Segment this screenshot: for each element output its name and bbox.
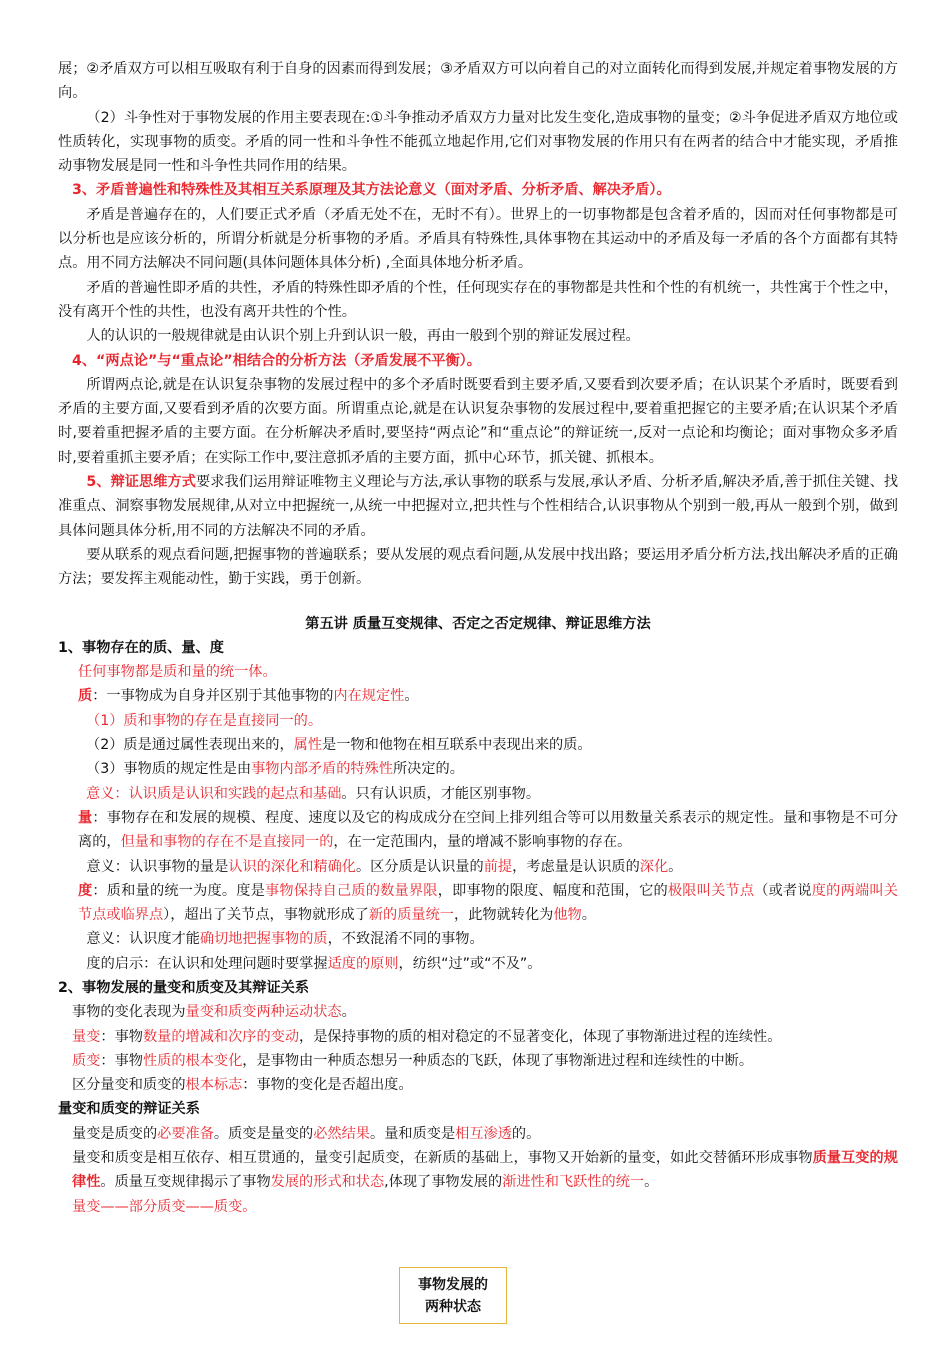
callout-line: 事物发展的: [418, 1276, 488, 1293]
line: （2）质是通过属性表现出来的，属性是一物和他物在相互联系中表现出来的质。: [86, 737, 592, 754]
paragraph: 展；②矛盾双方可以相互吸取有利于自身的因素而得到发展；③矛盾双方可以向着自己的对立面转化而得到发展,并规定着事物发展的方向。: [58, 61, 898, 102]
section-heading-3: 3、矛盾普遍性和特殊性及其相互关系原理及其方法论意义（面对矛盾、分析矛盾、解决矛盾）。: [72, 182, 671, 199]
line: 量变：事物数量的增减和次序的变动，是保持事物的质的相对稳定的不显著变化，体现了事物渐进过程的连续性。: [72, 1028, 782, 1045]
paragraph: 所谓两点论,就是在认识复杂事物的发展过程中的多个矛盾时既要看到主要矛盾,又要看到次要矛盾；在认识某个矛盾时，既要看到矛盾的主要方面,又要看到矛盾的次要方面。所谓重点论,就是在认识复杂事物的发展过程中,要着重把握它的主要矛盾;在认识某个矛盾时,要着重把握矛盾的主要方面。在分析解决矛盾时,要坚持“两点论”和“重点论”的辩证统一,反对一点论和均衡论；面对事物众多矛盾时,要着重抓主要矛盾；在实际工作中,要注意抓矛盾的主要方面，抓中心环节，抓关键、抓根本。: [58, 376, 898, 466]
line: 区分量变和质变的根本标志：事物的变化是否超出度。: [72, 1077, 413, 1094]
line: 度的启示：在认识和处理问题时要掌握适度的原则，纺织“过”或“不及”。: [86, 955, 542, 972]
paragraph: 矛盾的普遍性即矛盾的共性，矛盾的特殊性即矛盾的个性，任何现实存在的事物都是共性和个性的有机统一，共性寓于个性之中，没有离开个性的共性，也没有离开共性的个性。: [58, 279, 898, 320]
line: 量变是质变的必要准备。质变是量变的必然结果。量和质变是相互渗透的。: [72, 1125, 541, 1142]
lecture-title: 第五讲 质量互变规律、否定之否定规律、辩证思维方法: [305, 615, 651, 632]
line: 质变：事物性质的根本变化，是事物由一种质态想另一种质态的飞跃，体现了事物渐进过程和连续性的中断。: [72, 1052, 754, 1069]
line: 意义：认识度才能确切地把握事物的质，不致混淆不同的事物。: [86, 931, 484, 948]
line: 质：一事物成为自身并区别于其他事物的内在规定性。: [78, 688, 419, 705]
section-heading-4: 4、“两点论”与“重点论”相结合的分析方法（矛盾发展不平衡）。: [72, 352, 481, 369]
callout-box: [399, 1267, 507, 1324]
line: 意义：认识质是认识和实践的起点和基础。只有认识质，才能区别事物。: [86, 785, 541, 802]
paragraph: 5、辩证思维方式要求我们运用辩证唯物主义理论与方法,承认事物的联系与发展,承认矛盾、分析矛盾,解决矛盾,善于抓住关键、找准重点、洞察事物发展规律,从对立中把握统一,从统一中把握对立,把共性与个性相结合,认识事物从个别到一般,再从一般到个别，做到具体问题具体分析,用不同的方法解决不同的矛盾。: [58, 474, 899, 539]
paragraph: 矛盾是普遍存在的，人们要正式矛盾（矛盾无处不在，无时不有）。世界上的一切事物都是包含着矛盾的，因而对任何事物都是可以分析也是应该分析的，所谓分析就是分析事物的矛盾。矛盾具有特殊性,具体事物在其运动中的矛盾及每一矛盾的各个方面都有其特点。用不同方法解决不同问题(具体问题体具体分析) ,全面具体地分析矛盾。: [58, 206, 898, 272]
document-body: [58, 57, 898, 1219]
paragraph: 量变和质变是相互依存、相互贯通的，量变引起质变，在新质的基础上，事物又开始新的量变，如此交替循环形成事物质量互变的规律性。质量互变规律揭示了事物发展的形式和状态,体现了事物发展的渐进性和飞跃性的统一。: [72, 1150, 898, 1191]
callout-line: 两种状态: [425, 1298, 481, 1315]
line: （1）质和事物的存在是直接同一的。: [86, 712, 323, 729]
line: 度：质和量的统一为度。度是事物保持自己质的数量界限，即事物的限度、幅度和范围，它的极限叫关节点（或者说度的两端叫关节点或临界点），超出了关节点，事物就形成了新的质量统一，此物就转化为他物。: [78, 882, 898, 924]
line: 事物的变化表现为量变和质变两种运动状态。: [72, 1004, 356, 1021]
line: 量变——部分质变——质变。: [72, 1198, 257, 1215]
section-heading-5: 5、辩证思维方式: [86, 474, 197, 491]
paragraph: （2）斗争性对于事物发展的作用主要表现在:①斗争推动矛盾双方力量对比发生变化,造成事物的量变；②斗争促进矛盾双方地位或性质转化，实现事物的质变。矛盾的同一性和斗争性不能孤立地起作用,它们对事物发展的作用只有在两者的结合中才能实现，矛盾推动事物发展是同一性和斗争性共同作用的结果。: [58, 109, 898, 175]
paragraph: 人的认识的一般规律就是由认识个别上升到认识一般，再由一般到个别的辩证发展过程。: [86, 328, 640, 345]
line: 量：事物存在和发展的规模、程度、速度以及它的构成成分在空间上排列组合等可以用数量关系表示的规定性。量和事物是不可分离的，但量和事物的存在不是直接同一的，在一定范围内，量的增减不影响事物的存在。: [78, 809, 898, 851]
subsection-heading: 1、事物存在的质、量、度: [58, 639, 224, 656]
subsection-heading: 量变和质变的辩证关系: [58, 1101, 200, 1118]
subsection-heading: 2、事物发展的量变和质变及其辩证关系: [58, 979, 310, 996]
line: 意义：认识事物的量是认识的深化和精确化。区分质是认识量的前提，考虑量是认识质的深化。: [86, 858, 683, 875]
paragraph: 要从联系的观点看问题,把握事物的普遍联系；要从发展的观点看问题,从发展中找出路；要运用矛盾分析方法,找出解决矛盾的正确方法；要发挥主观能动性，勤于实践，勇于创新。: [58, 546, 898, 588]
line: 任何事物都是质和量的统一体。: [78, 664, 277, 681]
line: （3）事物质的规定性是由事物内部矛盾的特殊性所决定的。: [86, 761, 464, 778]
